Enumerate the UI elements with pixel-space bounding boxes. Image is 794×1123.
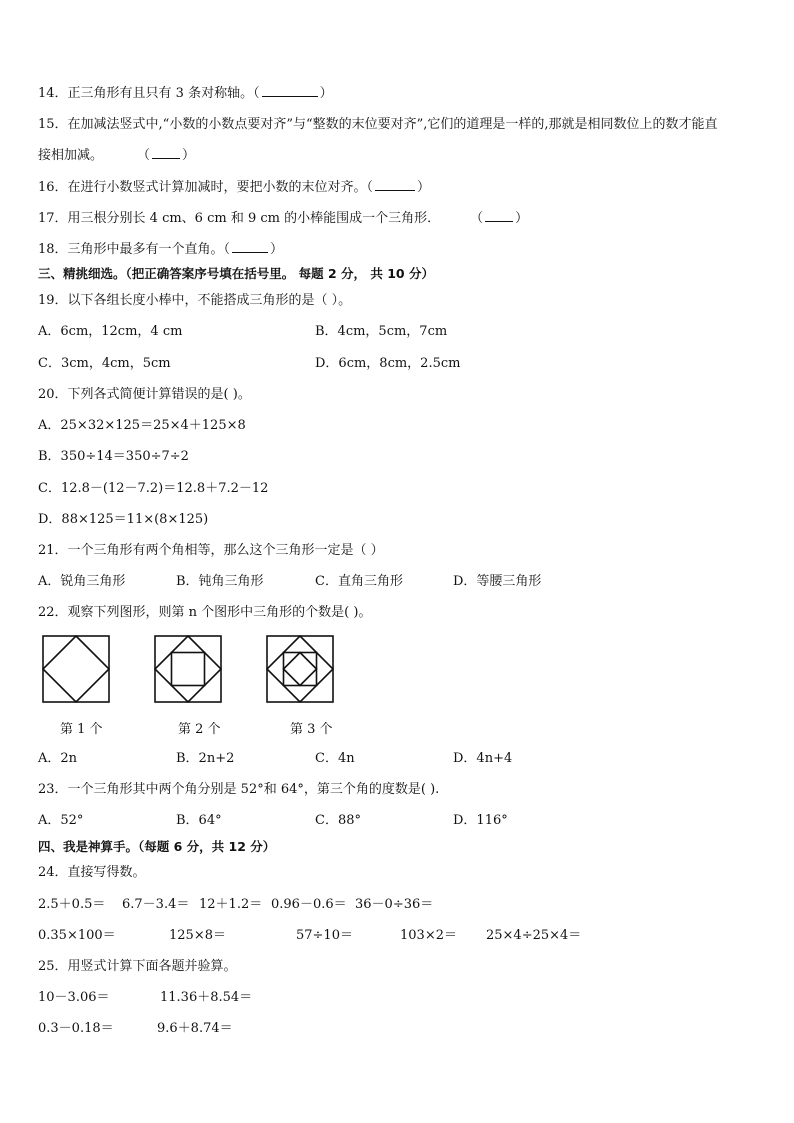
figure-3-caption: 第 3 个 — [290, 722, 333, 737]
question-14-text: 14．正三角形有且只有 3 条对称轴。（ — [38, 86, 260, 101]
option-b[interactable]: B．4cm，5cm，7cm — [315, 324, 448, 339]
option-c[interactable]: C．3cm，4cm，5cm — [38, 356, 171, 371]
option-a[interactable]: A．52° — [38, 813, 84, 828]
figure-2-caption: 第 2 个 — [178, 722, 221, 737]
option-b[interactable]: B．64° — [176, 813, 222, 828]
calc-item: 6.7－3.4＝ — [122, 897, 190, 912]
paren-close: ） — [417, 180, 431, 195]
question-18-text: 18．三角形中最多有一个直角。（ — [38, 242, 231, 257]
option-a[interactable]: A．25×32×125＝25×4＋125×8 — [38, 418, 246, 433]
calc-item: 9.6＋8.74＝ — [157, 1021, 233, 1036]
calc-item: 103×2＝ — [400, 928, 457, 943]
question-23-stem: 23．一个三角形其中两个角分别是 52°和 64°，第三个角的度数是( ). — [38, 782, 440, 797]
calc-item: 25×4÷25×4＝ — [486, 928, 582, 943]
paren-open: （ — [470, 211, 484, 226]
answer-blank[interactable] — [152, 146, 180, 159]
question-17 — [38, 209, 528, 228]
question-18 — [38, 240, 283, 259]
question-22-stem: 22．观察下列图形，则第 n 个图形中三角形的个数是( )。 — [38, 605, 372, 620]
figure-1 — [42, 635, 110, 703]
option-d[interactable]: D．4n+4 — [453, 751, 513, 766]
calc-item: 0.96－0.6＝ — [271, 897, 347, 912]
section-3-heading: 三、精挑细选。（把正确答案序号填在括号里。 每题 2 分， 共 10 分） — [38, 266, 434, 281]
option-b[interactable]: B．2n+2 — [176, 751, 235, 766]
question-17-text: 17．用三根分别长 4 cm、6 cm 和 9 cm 的小棒能围成一个三角形． — [38, 211, 441, 226]
figure-1-caption: 第 1 个 — [60, 722, 103, 737]
paren-close: ） — [182, 148, 196, 163]
calc-item: 125×8＝ — [169, 928, 226, 943]
calc-item: 57÷10＝ — [296, 928, 353, 943]
question-25-stem: 25．用竖式计算下面各题并验算。 — [38, 959, 237, 974]
question-19-stem: 19．以下各组长度小棒中，不能搭成三角形的是（ ）。 — [38, 293, 352, 308]
answer-blank[interactable] — [262, 84, 318, 97]
option-d[interactable]: D．116° — [453, 813, 508, 828]
option-b[interactable]: B．钝角三角形 — [176, 574, 264, 589]
option-c[interactable]: C．12.8－(12－7.2)＝12.8＋7.2－12 — [38, 481, 269, 496]
paren-close: ） — [270, 242, 284, 257]
paren-close: ） — [515, 211, 529, 226]
calc-item: 0.3－0.18＝ — [38, 1021, 114, 1036]
option-d[interactable]: D．88×125＝11×(8×125) — [38, 512, 209, 527]
question-16-text: 16．在进行小数竖式计算加减时，要把小数的末位对齐。（ — [38, 180, 374, 195]
question-15-line-2 — [38, 146, 195, 165]
calc-item: 2.5＋0.5＝ — [38, 897, 106, 912]
paren-open: （ — [137, 148, 151, 163]
answer-blank[interactable] — [375, 178, 415, 191]
calc-item: 36－0÷36＝ — [355, 897, 434, 912]
section-4-heading: 四、我是神算手。（每题 6 分，共 12 分） — [38, 839, 276, 854]
option-c[interactable]: C．88° — [315, 813, 361, 828]
option-c[interactable]: C．4n — [315, 751, 355, 766]
question-16 — [38, 178, 430, 197]
question-21-stem: 21．一个三角形有两个角相等，那么这个三角形一定是（ ） — [38, 543, 384, 558]
question-20-stem: 20．下列各式简便计算错误的是( )。 — [38, 387, 251, 402]
question-24-stem: 24．直接写得数。 — [38, 865, 146, 880]
option-a[interactable]: A．2n — [38, 751, 78, 766]
option-a[interactable]: A．锐角三角形 — [38, 574, 126, 589]
calc-item: 12＋1.2＝ — [199, 897, 263, 912]
question-15-line-1: 15．在加减法竖式中,“小数的小数点要对齐”与“整数的末位要对齐”,它们的道理是一样的,那就是相同数位上的数才能直 — [38, 117, 718, 132]
calc-item: 0.35×100＝ — [38, 928, 116, 943]
option-a[interactable]: A．6cm，12cm，4 cm — [38, 324, 183, 339]
option-d[interactable]: D．6cm，8cm，2.5cm — [315, 356, 461, 371]
paren-close: ） — [319, 86, 333, 101]
figure-3 — [266, 635, 334, 703]
answer-blank[interactable] — [232, 240, 268, 253]
figure-2 — [154, 635, 222, 703]
option-d[interactable]: D．等腰三角形 — [453, 574, 542, 589]
question-14 — [38, 84, 333, 103]
question-15-text: 接相加减。 — [38, 148, 104, 163]
answer-blank[interactable] — [485, 209, 513, 222]
option-c[interactable]: C．直角三角形 — [315, 574, 403, 589]
calc-item: 10－3.06＝ — [38, 990, 110, 1005]
option-b[interactable]: B．350÷14＝350÷7÷2 — [38, 449, 189, 464]
calc-item: 11.36＋8.54＝ — [160, 990, 253, 1005]
